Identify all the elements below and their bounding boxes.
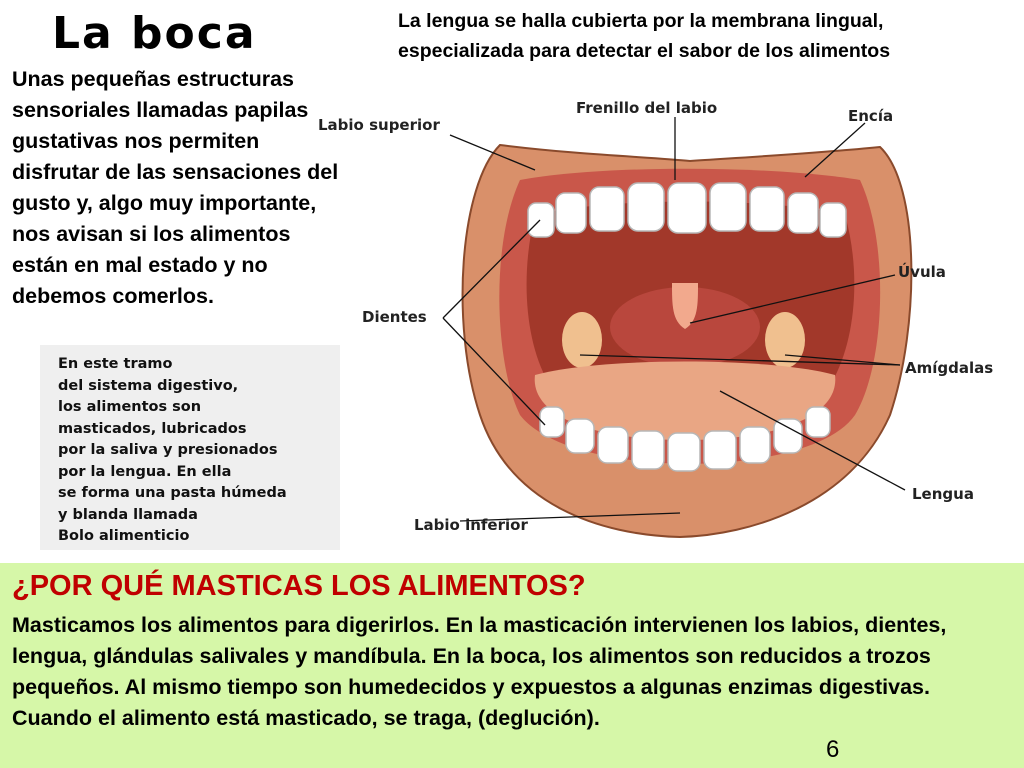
page-number: 6 — [826, 736, 840, 763]
label-lengua: Lengua — [912, 485, 974, 503]
tonsil-right — [765, 312, 805, 368]
label-labio-superior: Labio superior — [318, 116, 440, 134]
tongue-caption-line: especializada para detectar el sabor de los alimentos — [398, 40, 891, 62]
label-labio-inferior: Labio inferior — [414, 516, 528, 534]
tonsil-left — [562, 312, 602, 368]
question-body: Masticamos los alimentos para digerirlos. En la masticación intervienen los labios, dientes, lengua, glándulas salivales y mandíbula. En la boca, los alimentos son reducidos a trozos pequeños. Al mismo tiempo son humedecidos y expuestos a algunas enzimas digestivas. Cuando el alimento está masticado, se traga, (deglución). — [12, 613, 947, 730]
label-encia: Encía — [848, 107, 894, 125]
label-amigdalas: Amígdalas — [905, 359, 994, 377]
tongue-caption — [398, 6, 1024, 70]
mouth-illustration — [318, 85, 1024, 555]
page-title: La boca — [52, 8, 257, 59]
tongue-caption-line: La lengua se halla cubierta por la membrana lingual, — [398, 10, 884, 32]
digestive-note-text: En este tramo del sistema digestivo, los alimentos son masticados, lubricados por la saliva y presionados por la lengua. En ella se forma una pasta húmeda y blanda llamada Bolo alimenticio — [58, 356, 287, 544]
label-frenillo: Frenillo del labio — [576, 99, 718, 117]
label-uvula: Úvula — [898, 263, 946, 281]
mouth-diagram — [318, 85, 1024, 555]
label-dientes: Dientes — [362, 308, 427, 326]
question-title: ¿POR QUÉ MASTICAS LOS ALIMENTOS? — [12, 570, 586, 602]
taste-buds-paragraph: Unas pequeñas estructuras sensoriales llamadas papilas gustativas nos permiten disfrutar de las sensaciones del gusto y, algo muy importante, nos avisan si los alimentos están en mal estado y no debemos comerlos. — [12, 67, 339, 308]
